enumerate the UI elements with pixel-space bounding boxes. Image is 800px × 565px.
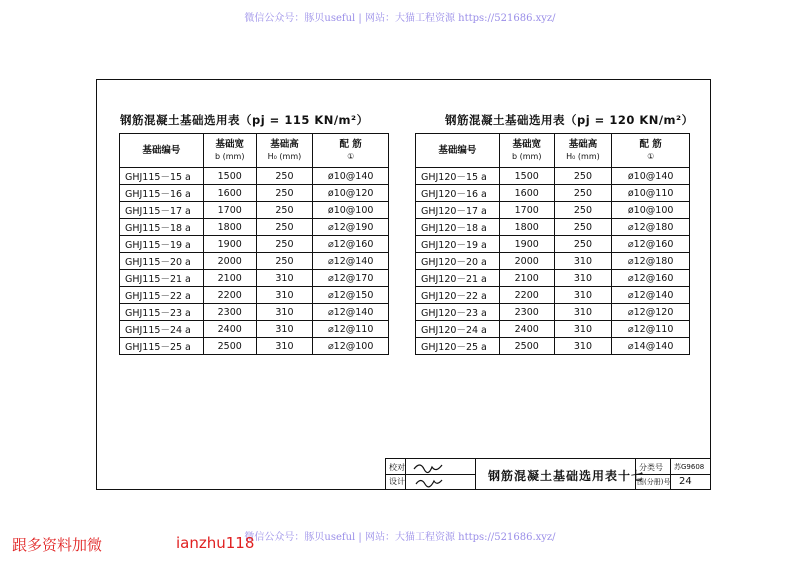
cell-rebar: ⌀12@180	[612, 219, 690, 236]
cell-code: GHJ115－23 a	[120, 304, 204, 321]
header-rebar: 配 筋 ①	[612, 134, 690, 168]
cell-code: GHJ120－23 a	[416, 304, 500, 321]
cell-code: GHJ115－16 a	[120, 185, 204, 202]
title-block	[385, 458, 711, 490]
cell-code: GHJ115－24 a	[120, 321, 204, 338]
table-row	[416, 185, 690, 202]
table-row	[416, 338, 690, 355]
cell-code: GHJ120－15 a	[416, 168, 500, 185]
cell-height: 310	[554, 304, 612, 321]
cell-rebar: ⌀12@190	[313, 219, 389, 236]
cell-height: 310	[256, 321, 313, 338]
cell-width: 1500	[203, 168, 256, 185]
cell-height: 310	[256, 270, 313, 287]
cell-height: 310	[554, 253, 612, 270]
signature-area	[406, 459, 476, 490]
table-row	[120, 321, 389, 338]
cell-rebar: ø10@140	[313, 168, 389, 185]
table-row	[416, 287, 690, 304]
cell-width: 2500	[203, 338, 256, 355]
cell-code: GHJ115－19 a	[120, 236, 204, 253]
cell-width: 1700	[203, 202, 256, 219]
table-row	[120, 168, 389, 185]
right-selection-table	[415, 133, 690, 355]
table-row	[416, 202, 690, 219]
cell-rebar: ⌀14@140	[612, 338, 690, 355]
cell-height: 250	[256, 202, 313, 219]
cell-rebar: ⌀12@160	[612, 236, 690, 253]
cell-rebar: ⌀12@160	[313, 236, 389, 253]
left-table-title: 钢筋混凝土基础选用表（pj = 115 KN/m²）	[120, 113, 369, 127]
cell-rebar: ⌀12@140	[612, 287, 690, 304]
cell-code: GHJ120－25 a	[416, 338, 500, 355]
cell-height: 250	[256, 253, 313, 270]
cell-rebar: ø10@110	[612, 185, 690, 202]
cell-code: GHJ120－21 a	[416, 270, 500, 287]
header-width: 基础宽 b (mm)	[499, 134, 554, 168]
table-row	[120, 236, 389, 253]
cell-height: 250	[256, 185, 313, 202]
cell-width: 2300	[203, 304, 256, 321]
table-row	[120, 219, 389, 236]
check-label: 校对	[389, 463, 405, 472]
table-row	[120, 287, 389, 304]
cell-code: GHJ115－18 a	[120, 219, 204, 236]
cell-width: 1900	[499, 236, 554, 253]
cell-rebar: ⌀12@100	[313, 338, 389, 355]
table-row	[120, 202, 389, 219]
header-height: 基础高 H₀ (mm)	[554, 134, 612, 168]
cell-width: 2000	[203, 253, 256, 270]
cell-width: 2200	[203, 287, 256, 304]
cell-width: 1800	[499, 219, 554, 236]
header-width: 基础宽 b (mm)	[203, 134, 256, 168]
cell-width: 2100	[203, 270, 256, 287]
cell-width: 1800	[203, 219, 256, 236]
table-row	[120, 253, 389, 270]
table-row	[416, 270, 690, 287]
table-row	[416, 219, 690, 236]
cell-width: 2400	[203, 321, 256, 338]
right-table-title: 钢筋混凝土基础选用表（pj = 120 KN/m²）	[445, 113, 694, 127]
cell-rebar: ⌀12@180	[612, 253, 690, 270]
page-label: 图(分册)号	[637, 478, 671, 486]
cell-rebar: ⌀12@150	[313, 287, 389, 304]
cell-height: 310	[554, 270, 612, 287]
cell-code: GHJ120－20 a	[416, 253, 500, 270]
drawing-title: 钢筋混凝土基础选用表十七	[488, 469, 645, 483]
cell-width: 2500	[499, 338, 554, 355]
cell-height: 250	[554, 168, 612, 185]
cell-height: 250	[554, 202, 612, 219]
cell-height: 310	[554, 287, 612, 304]
cell-height: 310	[256, 338, 313, 355]
cell-code: GHJ120－22 a	[416, 287, 500, 304]
cell-width: 2400	[499, 321, 554, 338]
cell-rebar: ⌀12@140	[313, 253, 389, 270]
cell-height: 310	[256, 287, 313, 304]
cell-code: GHJ120－16 a	[416, 185, 500, 202]
cell-rebar: ⌀12@170	[313, 270, 389, 287]
cell-code: GHJ120－24 a	[416, 321, 500, 338]
table-row	[416, 321, 690, 338]
cell-code: GHJ120－18 a	[416, 219, 500, 236]
left-table-body	[120, 168, 389, 355]
cell-code: GHJ115－22 a	[120, 287, 204, 304]
cell-width: 1600	[499, 185, 554, 202]
cell-rebar: ⌀12@120	[612, 304, 690, 321]
cell-width: 1500	[499, 168, 554, 185]
table-row	[416, 236, 690, 253]
category-label: 分类号	[639, 463, 663, 472]
page-number: 24	[679, 476, 692, 487]
footer-contact-id: ianzhu118	[176, 534, 255, 552]
header-height: 基础高 H₀ (mm)	[256, 134, 313, 168]
table-row	[416, 168, 690, 185]
cell-width: 1700	[499, 202, 554, 219]
cell-code: GHJ115－15 a	[120, 168, 204, 185]
table-row	[120, 185, 389, 202]
cell-rebar: ø10@100	[313, 202, 389, 219]
cell-height: 310	[554, 338, 612, 355]
left-selection-table	[119, 133, 389, 355]
cell-height: 250	[554, 236, 612, 253]
cell-width: 1900	[203, 236, 256, 253]
table-row	[416, 304, 690, 321]
cell-rebar: ⌀12@140	[313, 304, 389, 321]
cell-rebar: ø10@120	[313, 185, 389, 202]
cell-height: 310	[256, 304, 313, 321]
table-row	[416, 253, 690, 270]
right-table-body	[416, 168, 690, 355]
cell-width: 1600	[203, 185, 256, 202]
table-row	[120, 304, 389, 321]
cell-code: GHJ115－17 a	[120, 202, 204, 219]
cell-rebar: ø10@100	[612, 202, 690, 219]
footer-contact-label: 跟多资料加微	[12, 536, 103, 554]
table-row	[120, 270, 389, 287]
cell-rebar: ⌀12@160	[612, 270, 690, 287]
signature-icon	[406, 459, 474, 489]
cell-code: GHJ115－25 a	[120, 338, 204, 355]
cell-height: 250	[256, 219, 313, 236]
cell-height: 250	[256, 168, 313, 185]
cell-width: 2000	[499, 253, 554, 270]
cell-code: GHJ115－21 a	[120, 270, 204, 287]
watermark-top: 微信公众号：豚贝useful | 网站：大猫工程资源 https://521686.xyz/	[244, 13, 556, 24]
watermark-bottom: 微信公众号：豚贝useful | 网站：大猫工程资源 https://521686.xyz/	[244, 532, 556, 543]
cell-width: 2100	[499, 270, 554, 287]
table-row	[120, 338, 389, 355]
category-value: 苏G9608	[674, 463, 705, 471]
header-code: 基础编号	[120, 134, 204, 168]
cell-rebar: ⌀12@110	[612, 321, 690, 338]
cell-rebar: ⌀12@110	[313, 321, 389, 338]
header-rebar: 配 筋 ①	[313, 134, 389, 168]
cell-width: 2300	[499, 304, 554, 321]
cell-height: 250	[256, 236, 313, 253]
cell-height: 250	[554, 219, 612, 236]
cell-width: 2200	[499, 287, 554, 304]
cell-code: GHJ115－20 a	[120, 253, 204, 270]
cell-code: GHJ120－17 a	[416, 202, 500, 219]
cell-height: 250	[554, 185, 612, 202]
design-label: 设计	[389, 477, 405, 486]
header-code: 基础编号	[416, 134, 500, 168]
cell-code: GHJ120－19 a	[416, 236, 500, 253]
cell-height: 310	[554, 321, 612, 338]
cell-rebar: ø10@140	[612, 168, 690, 185]
